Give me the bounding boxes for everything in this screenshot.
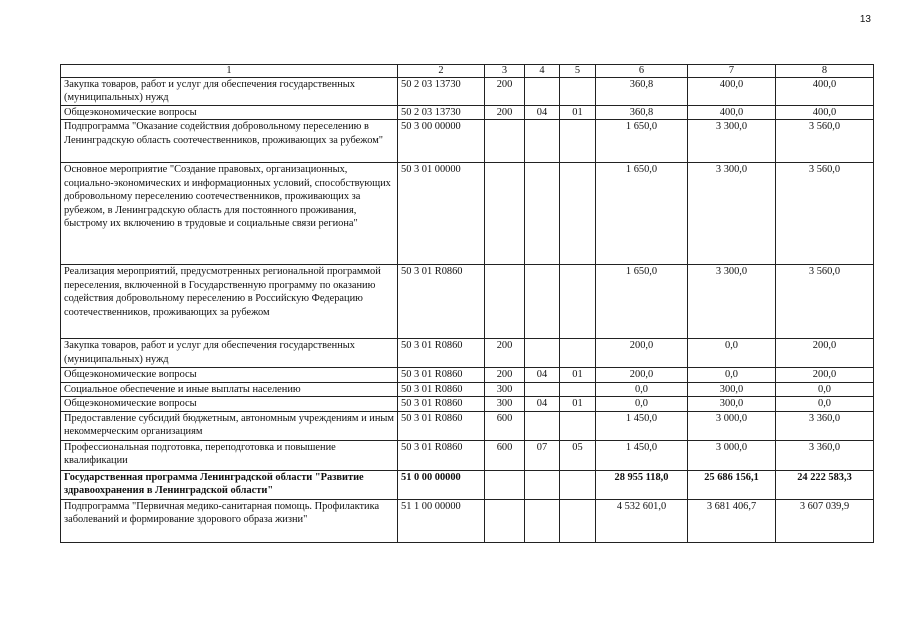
header-cell-1: 1 [61, 65, 398, 78]
table-row [61, 440, 874, 470]
row-col3 [485, 163, 525, 265]
row-name: Общеэкономические вопросы [61, 397, 398, 411]
row-col7: 300,0 [688, 397, 776, 411]
row-col5: 05 [560, 440, 596, 470]
row-col8: 24 222 583,3 [776, 470, 874, 499]
row-col7: 400,0 [688, 106, 776, 120]
table-row [61, 470, 874, 499]
header-cell-7: 7 [688, 65, 776, 78]
row-col7: 300,0 [688, 382, 776, 396]
row-col3: 200 [485, 106, 525, 120]
row-col4 [525, 265, 560, 339]
table-row [61, 499, 874, 542]
row-code: 50 3 01 R0860 [398, 382, 485, 396]
row-col6: 360,8 [596, 106, 688, 120]
row-name: Закупка товаров, работ и услуг для обеспечения государственных (муниципальных) нужд [61, 339, 398, 368]
row-col8: 200,0 [776, 368, 874, 382]
row-col6: 0,0 [596, 382, 688, 396]
row-col6: 1 450,0 [596, 411, 688, 440]
table-row [61, 382, 874, 396]
header-cell-4: 4 [525, 65, 560, 78]
row-col3: 600 [485, 440, 525, 470]
row-col5: 01 [560, 397, 596, 411]
row-col7: 3 000,0 [688, 411, 776, 440]
row-col7: 3 300,0 [688, 120, 776, 163]
row-col5 [560, 470, 596, 499]
row-code: 50 3 01 R0860 [398, 368, 485, 382]
row-code: 50 3 01 00000 [398, 163, 485, 265]
row-col5: 01 [560, 368, 596, 382]
row-col4: 04 [525, 106, 560, 120]
row-col6: 200,0 [596, 339, 688, 368]
row-name: Основное мероприятие "Создание правовых, организационных, социально-экономических и информационных условий, способствующих добровольному переселению соотечественников, проживающих за рубежом, в Ленинградскую область для постоянного проживания, быстрому их включению в трудовые и социальные связи региона" [61, 163, 398, 265]
row-col5: 01 [560, 106, 596, 120]
row-col8: 3 607 039,9 [776, 499, 874, 542]
row-code: 51 1 00 00000 [398, 499, 485, 542]
row-col5 [560, 499, 596, 542]
row-col8: 3 560,0 [776, 120, 874, 163]
row-name: Закупка товаров, работ и услуг для обеспечения государственных (муниципальных) нужд [61, 78, 398, 106]
row-col6: 1 650,0 [596, 120, 688, 163]
row-code: 50 2 03 13730 [398, 78, 485, 106]
row-name: Общеэкономические вопросы [61, 106, 398, 120]
row-name: Профессиональная подготовка, переподготовка и повышение квалификации [61, 440, 398, 470]
row-code: 50 3 01 R0860 [398, 397, 485, 411]
header-cell-3: 3 [485, 65, 525, 78]
row-col4 [525, 411, 560, 440]
page-number: 13 [859, 14, 871, 25]
row-col4 [525, 470, 560, 499]
row-col4 [525, 339, 560, 368]
row-code: 50 3 01 R0860 [398, 339, 485, 368]
row-col8: 3 360,0 [776, 440, 874, 470]
row-col7: 0,0 [688, 339, 776, 368]
header-row [61, 65, 874, 78]
row-col7: 3 300,0 [688, 265, 776, 339]
row-col6: 1 450,0 [596, 440, 688, 470]
row-code: 50 3 01 R0860 [398, 265, 485, 339]
row-col6: 28 955 118,0 [596, 470, 688, 499]
row-col4: 04 [525, 397, 560, 411]
table-row [61, 397, 874, 411]
table-row [61, 339, 874, 368]
table-row [61, 163, 874, 265]
row-col3 [485, 470, 525, 499]
row-col8: 3 560,0 [776, 265, 874, 339]
row-col4 [525, 163, 560, 265]
row-col5 [560, 163, 596, 265]
row-col5 [560, 78, 596, 106]
row-col7: 25 686 156,1 [688, 470, 776, 499]
table-row [61, 120, 874, 163]
row-col7: 3 000,0 [688, 440, 776, 470]
row-col6: 200,0 [596, 368, 688, 382]
row-name: Общеэкономические вопросы [61, 368, 398, 382]
row-name: Предоставление субсидий бюджетным, автономным учреждениям и иным некоммерческим организациям [61, 411, 398, 440]
row-col5 [560, 339, 596, 368]
row-col3 [485, 120, 525, 163]
row-col5 [560, 382, 596, 396]
row-name: Реализация мероприятий, предусмотренных региональной программой переселения, включенной в Государственную программу по оказанию содействия добровольному переселению в Российскую Федерацию соотечественников, проживающих за рубежом [61, 265, 398, 339]
row-col8: 3 360,0 [776, 411, 874, 440]
row-col6: 1 650,0 [596, 265, 688, 339]
row-code: 50 3 01 R0860 [398, 440, 485, 470]
row-col4: 04 [525, 368, 560, 382]
table-row [61, 265, 874, 339]
row-col5 [560, 265, 596, 339]
row-code: 51 0 00 00000 [398, 470, 485, 499]
row-code: 50 3 01 R0860 [398, 411, 485, 440]
table-row [61, 368, 874, 382]
header-cell-5: 5 [560, 65, 596, 78]
row-col3: 200 [485, 78, 525, 106]
row-col7: 0,0 [688, 368, 776, 382]
header-cell-6: 6 [596, 65, 688, 78]
row-col3: 200 [485, 339, 525, 368]
table-row [61, 78, 874, 106]
row-col4 [525, 382, 560, 396]
row-col6: 1 650,0 [596, 163, 688, 265]
row-col8: 200,0 [776, 339, 874, 368]
row-col8: 400,0 [776, 106, 874, 120]
row-col3: 300 [485, 397, 525, 411]
row-name: Подпрограмма "Первичная медико-санитарная помощь. Профилактика заболеваний и формирование здорового образа жизни" [61, 499, 398, 542]
row-col7: 3 300,0 [688, 163, 776, 265]
table-row [61, 411, 874, 440]
row-col8: 0,0 [776, 382, 874, 396]
row-col8: 0,0 [776, 397, 874, 411]
row-col6: 4 532 601,0 [596, 499, 688, 542]
table-row [61, 106, 874, 120]
budget-table [60, 64, 874, 543]
row-col7: 400,0 [688, 78, 776, 106]
row-col8: 3 560,0 [776, 163, 874, 265]
header-cell-8: 8 [776, 65, 874, 78]
row-col4 [525, 120, 560, 163]
row-col7: 3 681 406,7 [688, 499, 776, 542]
row-name: Социальное обеспечение и иные выплаты населению [61, 382, 398, 396]
row-col5 [560, 120, 596, 163]
row-col3 [485, 265, 525, 339]
row-col8: 400,0 [776, 78, 874, 106]
row-col3: 300 [485, 382, 525, 396]
row-col3: 600 [485, 411, 525, 440]
row-col4: 07 [525, 440, 560, 470]
row-col4 [525, 78, 560, 106]
header-cell-2: 2 [398, 65, 485, 78]
row-col3: 200 [485, 368, 525, 382]
row-code: 50 3 00 00000 [398, 120, 485, 163]
row-col6: 360,8 [596, 78, 688, 106]
row-name: Государственная программа Ленинградской области "Развитие здравоохранения в Ленинградской области" [61, 470, 398, 499]
row-col6: 0,0 [596, 397, 688, 411]
row-name: Подпрограмма "Оказание содействия добровольному переселению в Ленинградскую область соотечественников, проживающих за рубежом" [61, 120, 398, 163]
row-col5 [560, 411, 596, 440]
row-col4 [525, 499, 560, 542]
row-col3 [485, 499, 525, 542]
row-code: 50 2 03 13730 [398, 106, 485, 120]
